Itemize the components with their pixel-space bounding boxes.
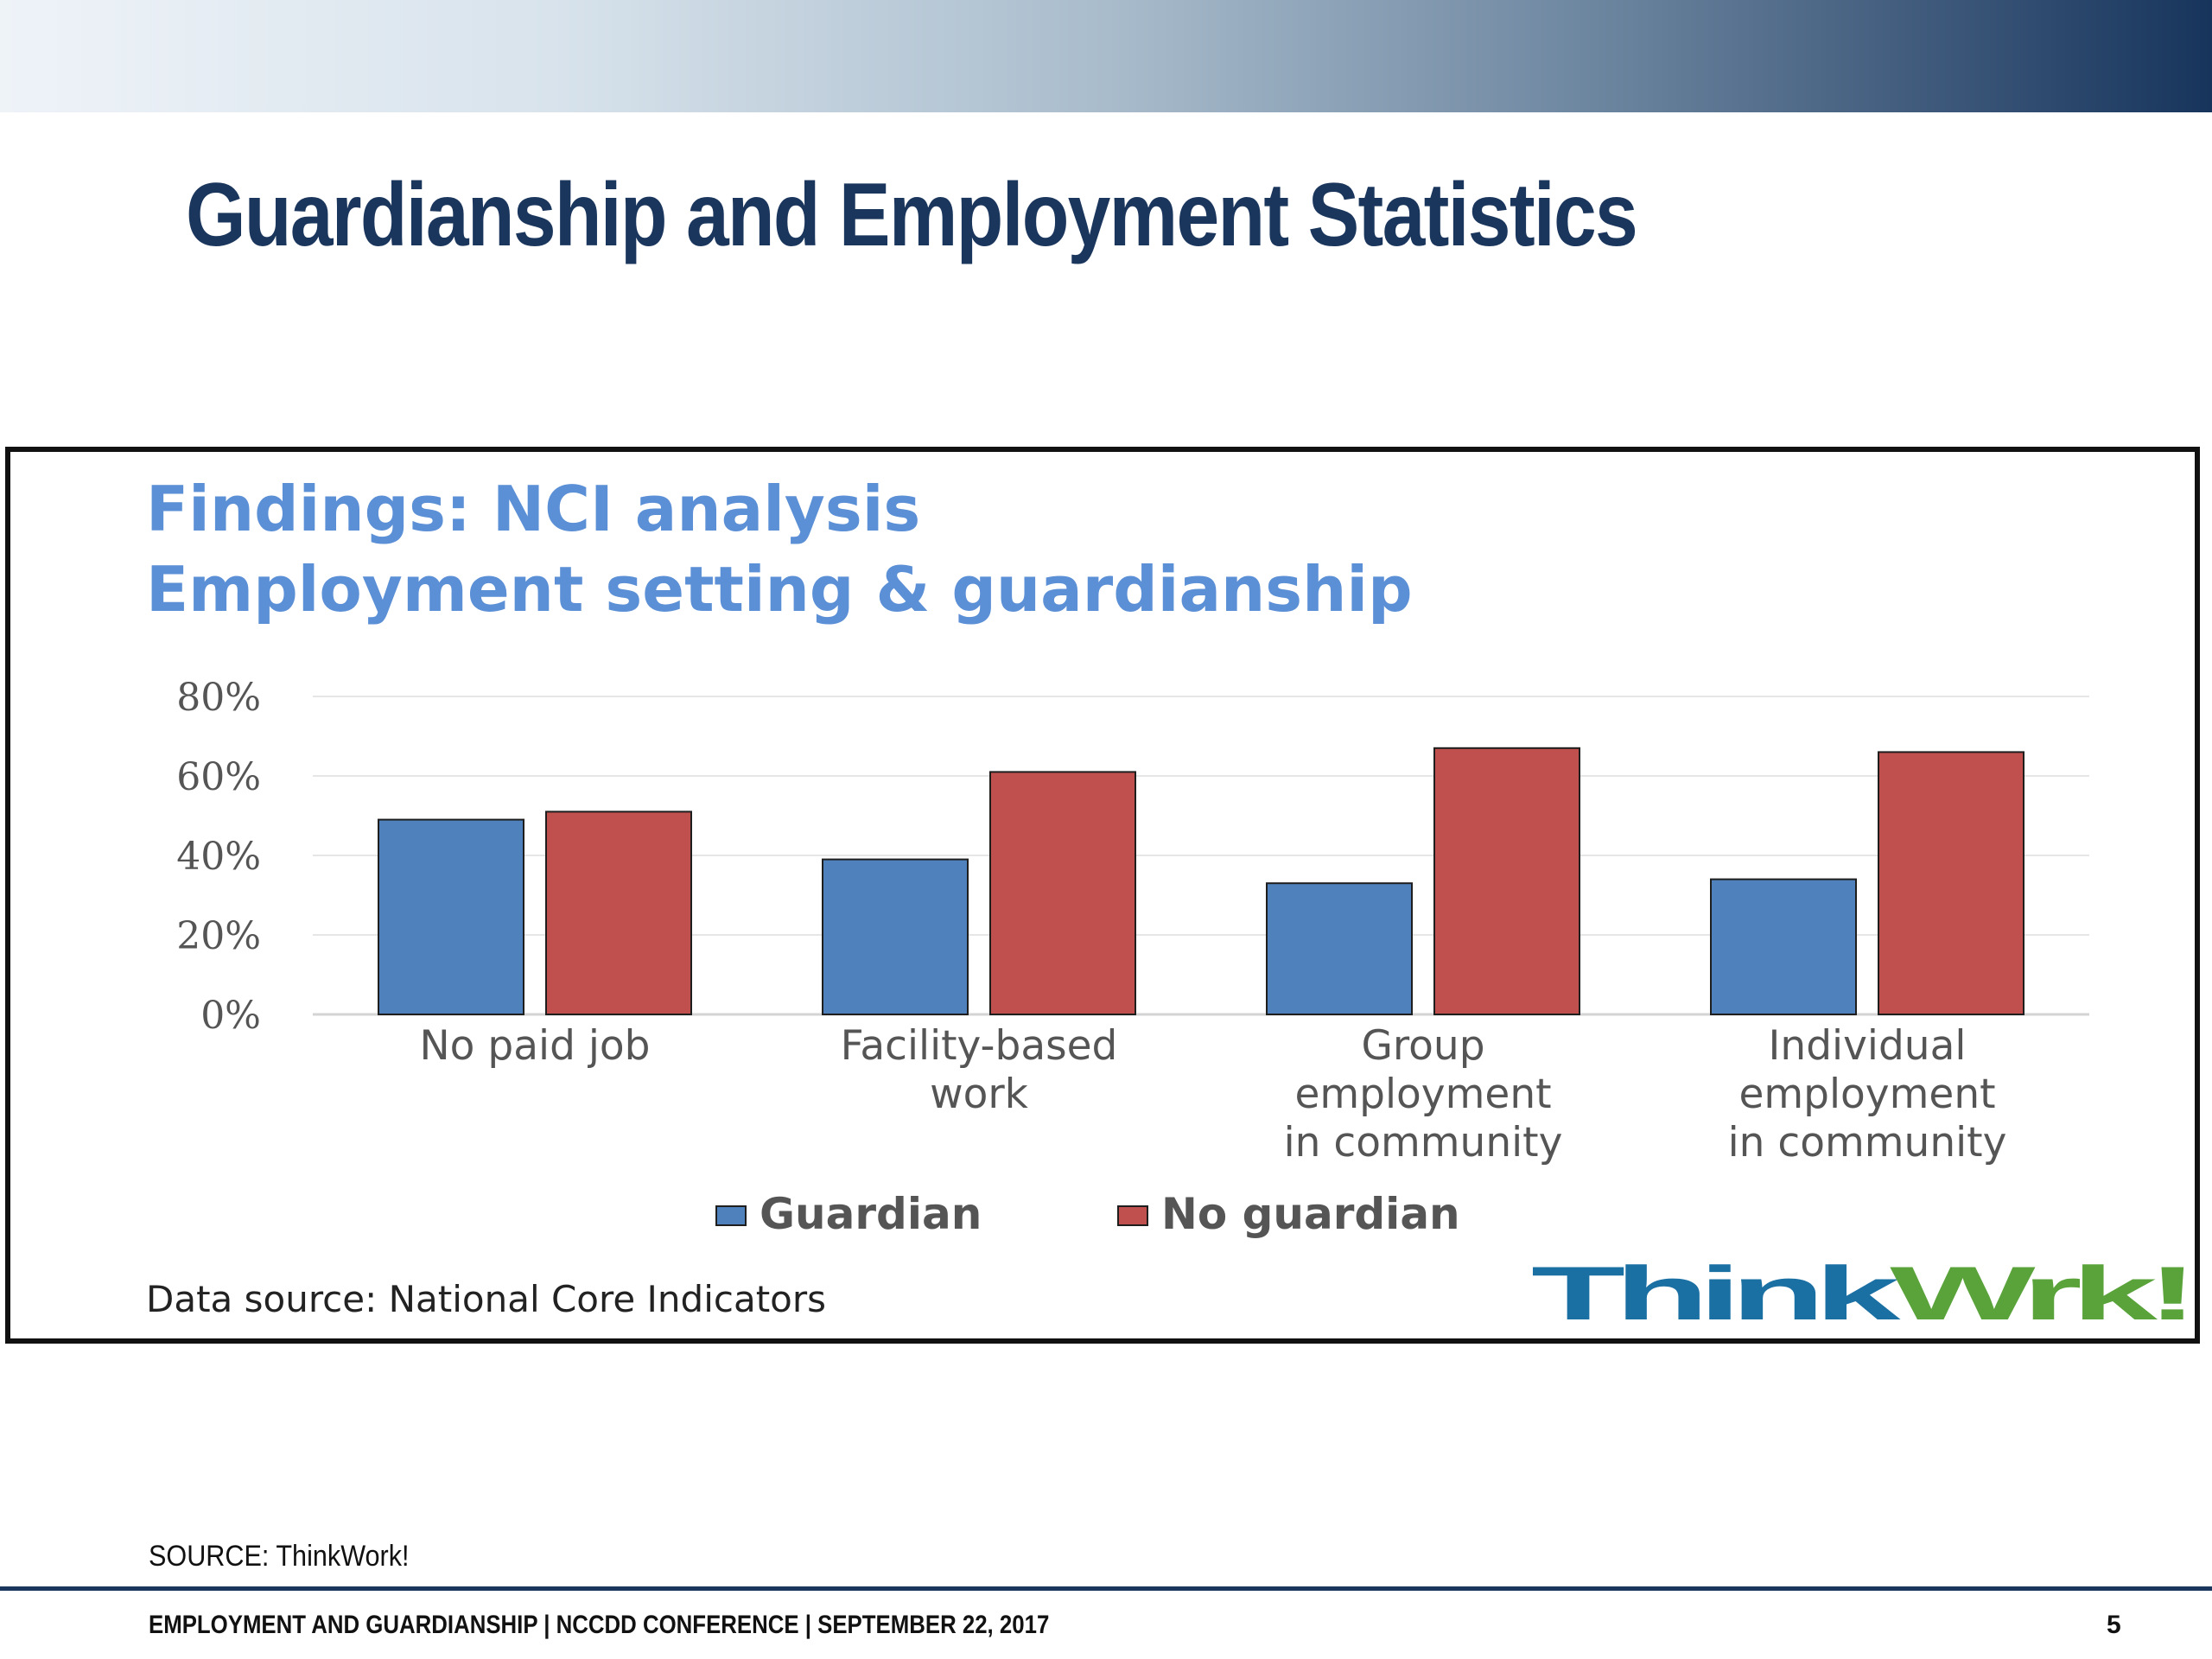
bar [990, 772, 1135, 1014]
y-tick-label: 0% [200, 994, 261, 1038]
legend-swatch [716, 1206, 746, 1225]
footer-text: EMPLOYMENT AND GUARDIANSHIP | NCCDD CONFERENCE | SEPTEMBER 22, 2017 [149, 1611, 1050, 1639]
chart-subtitle: Employment setting & guardianship [146, 553, 1413, 626]
slide-title: Guardianship and Employment Statistics [186, 165, 1637, 265]
page-number: 5 [2107, 1611, 2121, 1639]
x-tick-label: in community [1283, 1119, 1563, 1166]
bars [378, 748, 2024, 1014]
bar [1711, 880, 1856, 1014]
data-source-note: Data source: National Core Indicators [146, 1278, 827, 1320]
x-axis-labels [420, 1022, 2007, 1166]
legend-swatch [1118, 1206, 1147, 1225]
x-tick-label: Facility-based [840, 1022, 1118, 1070]
bar [1878, 752, 2024, 1014]
y-tick-label: 60% [176, 755, 261, 799]
x-tick-label: employment [1738, 1071, 1996, 1118]
y-tick-label: 40% [176, 835, 261, 879]
chart-svg [10, 452, 2195, 1338]
x-tick-label: work [930, 1071, 1028, 1118]
thinkwork-logo [1531, 1250, 2188, 1336]
x-tick-label: No paid job [419, 1022, 651, 1070]
header-gradient-band [0, 0, 2212, 112]
bar [378, 820, 524, 1014]
x-tick-label: in community [1727, 1119, 2007, 1166]
source-note: SOURCE: ThinkWork! [149, 1540, 410, 1573]
y-axis-ticks [176, 676, 261, 1038]
chart-title: Findings: NCI analysis [146, 473, 921, 545]
y-tick-label: 80% [176, 676, 261, 720]
bar [1267, 883, 1412, 1014]
bar [823, 860, 968, 1014]
bar [1434, 748, 1580, 1014]
bar [546, 811, 691, 1014]
chart-frame [5, 447, 2200, 1344]
x-tick-label: Individual [1768, 1022, 1967, 1070]
legend-label: No guardian [1161, 1189, 1460, 1239]
legend [716, 1189, 1460, 1239]
svg-text:ThinkWrk!: Think W rk! [1531, 1250, 2104, 1336]
footer-divider [0, 1586, 2212, 1591]
x-tick-label: Group [1361, 1022, 1485, 1070]
x-tick-label: employment [1294, 1071, 1552, 1118]
y-tick-label: 20% [176, 914, 261, 958]
legend-label: Guardian [760, 1189, 982, 1239]
